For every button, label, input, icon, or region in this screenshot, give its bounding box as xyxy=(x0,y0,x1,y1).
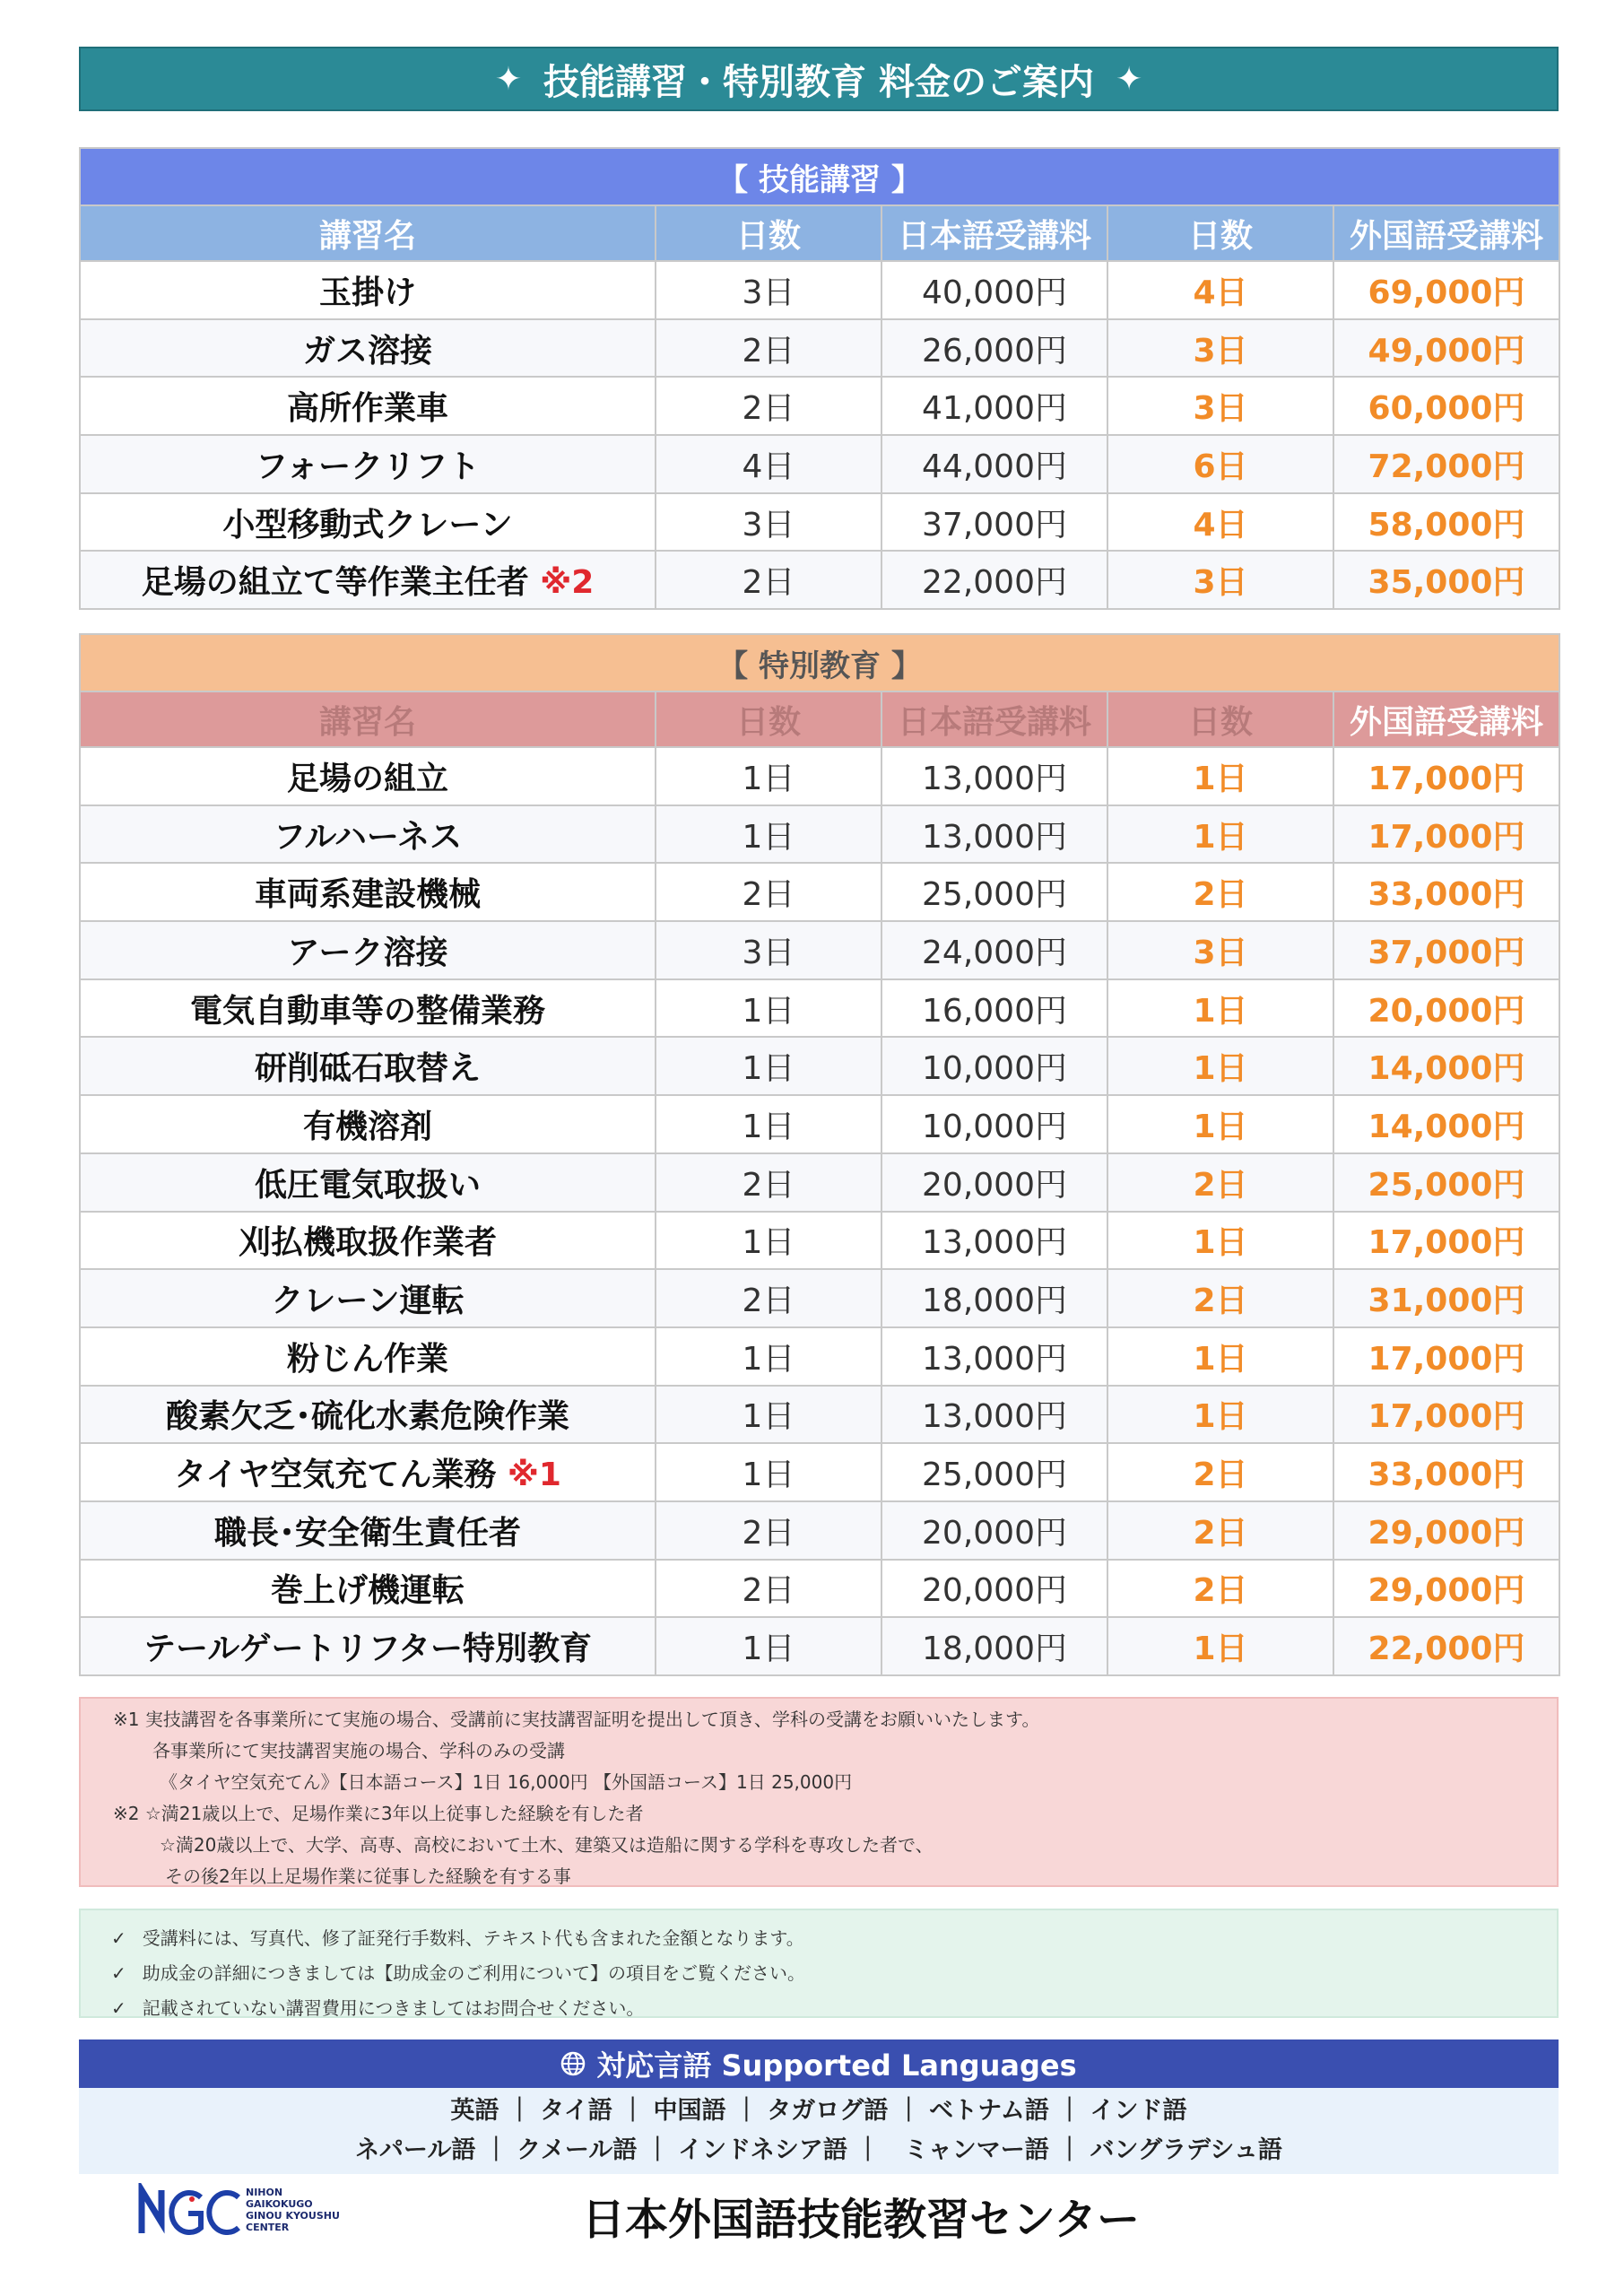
days-cell: 1日 xyxy=(656,1095,881,1153)
jp-fee-cell: 40,000円 xyxy=(881,261,1107,319)
page-title: 技能講習・特別教育 料金のご案内 xyxy=(543,61,1094,103)
column-header-days: 日数 xyxy=(656,691,881,747)
fl-fee-cell: 14,000円 xyxy=(1333,1037,1559,1095)
info-notes-box xyxy=(79,1909,1559,2018)
table-row xyxy=(80,1501,1559,1560)
table-row xyxy=(80,1327,1559,1386)
table-row xyxy=(80,493,1559,552)
info-note: ✓ 受講料には、写真代、修了証発行手数料、テキスト代も含まれた金額となります。 xyxy=(111,1927,804,1949)
fl-fee-cell: 37,000円 xyxy=(1333,921,1559,979)
table-row xyxy=(80,1153,1559,1212)
column-header-fl-fee: 外国語受講料 xyxy=(1333,691,1559,747)
jp-fee-cell: 18,000円 xyxy=(881,1269,1107,1327)
special-education-table xyxy=(79,633,1560,1676)
globe-icon xyxy=(560,2051,586,2076)
course-name: フォークリフト xyxy=(80,435,656,493)
course-name: 刈払機取扱作業者 xyxy=(80,1212,656,1270)
jp-fee-cell: 26,000円 xyxy=(881,319,1107,378)
fl-days-cell: 2日 xyxy=(1107,1443,1333,1501)
fl-fee-cell: 29,000円 xyxy=(1333,1560,1559,1618)
course-name: 足場の組立 xyxy=(80,747,656,805)
course-name: 低圧電気取扱い xyxy=(80,1153,656,1212)
jp-fee-cell: 18,000円 xyxy=(881,1617,1107,1675)
column-header-jp-fee: 日本語受講料 xyxy=(881,691,1107,747)
course-name: アーク溶接 xyxy=(80,921,656,979)
fl-days-cell: 2日 xyxy=(1107,1269,1333,1327)
footnote-line: 各事業所にて実技講習実施の場合、学科のみの受講 xyxy=(152,1740,565,1761)
column-header-jp-fee: 日本語受講料 xyxy=(881,205,1107,261)
course-name: 電気自動車等の整備業務 xyxy=(80,979,656,1038)
jp-fee-cell: 13,000円 xyxy=(881,1327,1107,1386)
days-cell: 3日 xyxy=(656,493,881,552)
column-header-fl-fee: 外国語受講料 xyxy=(1333,205,1559,261)
days-cell: 1日 xyxy=(656,979,881,1038)
days-cell: 1日 xyxy=(656,1443,881,1501)
table-row xyxy=(80,1269,1559,1327)
column-header-days: 日数 xyxy=(656,205,881,261)
fl-days-cell: 3日 xyxy=(1107,551,1333,609)
fl-fee-cell: 17,000円 xyxy=(1333,1212,1559,1270)
footnotes-box xyxy=(79,1697,1559,1887)
days-cell: 1日 xyxy=(656,1212,881,1270)
course-name: 小型移動式クレーン xyxy=(80,493,656,552)
fl-fee-cell: 58,000円 xyxy=(1333,493,1559,552)
jp-fee-cell: 16,000円 xyxy=(881,979,1107,1038)
info-note: ✓ 助成金の詳細につきましては【助成金のご利用について】の項目をご覧ください。 xyxy=(111,1962,805,1984)
course-name: タイヤ空気充てん業務 ※1 xyxy=(80,1443,656,1501)
course-name: クレーン運転 xyxy=(80,1269,656,1327)
fl-days-cell: 1日 xyxy=(1107,1386,1333,1444)
days-cell: 1日 xyxy=(656,805,881,864)
course-name: テールゲートリフター特別教育 xyxy=(80,1617,656,1675)
page-title-bar xyxy=(79,47,1559,111)
fl-fee-cell: 17,000円 xyxy=(1333,747,1559,805)
days-cell: 2日 xyxy=(656,319,881,378)
jp-fee-cell: 37,000円 xyxy=(881,493,1107,552)
check-icon: ✓ xyxy=(111,1927,126,1949)
fl-fee-cell: 69,000円 xyxy=(1333,261,1559,319)
days-cell: 1日 xyxy=(656,747,881,805)
fl-days-cell: 1日 xyxy=(1107,979,1333,1038)
days-cell: 1日 xyxy=(656,1037,881,1095)
languages-list xyxy=(79,2088,1559,2174)
days-cell: 3日 xyxy=(656,261,881,319)
fl-fee-cell: 20,000円 xyxy=(1333,979,1559,1038)
days-cell: 1日 xyxy=(656,1617,881,1675)
table-row xyxy=(80,747,1559,805)
course-name: 玉掛け xyxy=(80,261,656,319)
course-name: 巻上げ機運転 xyxy=(80,1560,656,1618)
fl-days-cell: 1日 xyxy=(1107,1617,1333,1675)
fl-fee-cell: 22,000円 xyxy=(1333,1617,1559,1675)
jp-fee-cell: 13,000円 xyxy=(881,805,1107,864)
fl-fee-cell: 72,000円 xyxy=(1333,435,1559,493)
course-name: 高所作業車 xyxy=(80,377,656,435)
fl-days-cell: 4日 xyxy=(1107,261,1333,319)
languages-line: ネパール語 ｜ クメール語 ｜ インドネシア語 ｜ ミャンマー語 ｜ バングラデシュ語 xyxy=(355,2136,1282,2164)
column-header-name: 講習名 xyxy=(80,205,656,261)
table-row xyxy=(80,921,1559,979)
footnote-line: ※2 ☆満21歳以上で、足場作業に3年以上従事した経験を有した者 xyxy=(113,1803,644,1824)
jp-fee-cell: 13,000円 xyxy=(881,1386,1107,1444)
table-row xyxy=(80,551,1559,609)
fl-fee-cell: 31,000円 xyxy=(1333,1269,1559,1327)
fl-fee-cell: 49,000円 xyxy=(1333,319,1559,378)
days-cell: 2日 xyxy=(656,551,881,609)
footnote-marker: ※1 xyxy=(496,1457,561,1494)
days-cell: 2日 xyxy=(656,1153,881,1212)
table-row xyxy=(80,1443,1559,1501)
days-cell: 2日 xyxy=(656,1560,881,1618)
days-cell: 1日 xyxy=(656,1386,881,1444)
table-row xyxy=(80,1037,1559,1095)
fl-days-cell: 1日 xyxy=(1107,747,1333,805)
days-cell: 2日 xyxy=(656,377,881,435)
supported-languages-header xyxy=(79,2039,1559,2088)
fl-days-cell: 4日 xyxy=(1107,493,1333,552)
jp-fee-cell: 13,000円 xyxy=(881,747,1107,805)
languages-title: 対応言語 Supported Languages xyxy=(596,2048,1077,2083)
fl-fee-cell: 25,000円 xyxy=(1333,1153,1559,1212)
footnote-line: ☆満20歳以上で、大学、高専、高校において土木、建築又は造船に関する学科を専攻した者で、 xyxy=(160,1834,934,1856)
company-logo xyxy=(138,2183,371,2239)
column-header-name: 講習名 xyxy=(80,691,656,747)
days-cell: 3日 xyxy=(656,921,881,979)
fl-days-cell: 1日 xyxy=(1107,1212,1333,1270)
fl-fee-cell: 29,000円 xyxy=(1333,1501,1559,1560)
course-name: 有機溶剤 xyxy=(80,1095,656,1153)
check-icon: ✓ xyxy=(111,1997,126,2019)
table-row xyxy=(80,435,1559,493)
jp-fee-cell: 20,000円 xyxy=(881,1501,1107,1560)
jp-fee-cell: 13,000円 xyxy=(881,1212,1107,1270)
days-cell: 2日 xyxy=(656,1269,881,1327)
fl-fee-cell: 17,000円 xyxy=(1333,1386,1559,1444)
fl-fee-cell: 17,000円 xyxy=(1333,1327,1559,1386)
fl-days-cell: 2日 xyxy=(1107,1501,1333,1560)
fl-days-cell: 1日 xyxy=(1107,1095,1333,1153)
footnote-line: ※1 実技講習を各事業所にて実施の場合、受講前に実技講習証明を提出して頂き、学科の受講をお願いいたします。 xyxy=(113,1709,1040,1730)
languages-line: 英語 ｜ タイ語 ｜ 中国語 ｜ タガログ語 ｜ ベトナム語 ｜ インド語 xyxy=(450,2097,1187,2125)
jp-fee-cell: 22,000円 xyxy=(881,551,1107,609)
jp-fee-cell: 44,000円 xyxy=(881,435,1107,493)
check-icon: ✓ xyxy=(111,1962,126,1984)
course-name: 車両系建設機械 xyxy=(80,863,656,921)
fl-days-cell: 2日 xyxy=(1107,863,1333,921)
jp-fee-cell: 25,000円 xyxy=(881,863,1107,921)
table-row xyxy=(80,863,1559,921)
fl-days-cell: 3日 xyxy=(1107,377,1333,435)
ngc-logo-mark xyxy=(138,2183,244,2239)
column-header-fl-days: 日数 xyxy=(1107,205,1333,261)
fl-days-cell: 2日 xyxy=(1107,1560,1333,1618)
fl-fee-cell: 14,000円 xyxy=(1333,1095,1559,1153)
days-cell: 2日 xyxy=(656,863,881,921)
table-row xyxy=(80,979,1559,1038)
jp-fee-cell: 25,000円 xyxy=(881,1443,1107,1501)
footnote-marker: ※2 xyxy=(528,564,595,602)
fl-days-cell: 3日 xyxy=(1107,921,1333,979)
jp-fee-cell: 10,000円 xyxy=(881,1095,1107,1153)
section-header: 【 特別教育 】 xyxy=(80,634,1559,691)
fl-days-cell: 3日 xyxy=(1107,319,1333,378)
info-note: ✓ 記載されていない講習費用につきましてはお問合せください。 xyxy=(111,1997,645,2019)
sparkle-icon: ✦ xyxy=(494,60,523,98)
fl-days-cell: 1日 xyxy=(1107,1037,1333,1095)
course-name: 酸素欠乏･硫化水素危険作業 xyxy=(80,1386,656,1444)
jp-fee-cell: 10,000円 xyxy=(881,1037,1107,1095)
table-row xyxy=(80,805,1559,864)
table-row xyxy=(80,1617,1559,1675)
table-row xyxy=(80,1095,1559,1153)
table-row xyxy=(80,377,1559,435)
jp-fee-cell: 41,000円 xyxy=(881,377,1107,435)
table-row xyxy=(80,319,1559,378)
table-row xyxy=(80,261,1559,319)
course-name: 研削砥石取替え xyxy=(80,1037,656,1095)
course-name: 粉じん作業 xyxy=(80,1327,656,1386)
jp-fee-cell: 20,000円 xyxy=(881,1560,1107,1618)
jp-fee-cell: 24,000円 xyxy=(881,921,1107,979)
fl-fee-cell: 35,000円 xyxy=(1333,551,1559,609)
organization-name: 日本外国語技能教習センター xyxy=(581,2195,1141,2245)
course-name: 職長･安全衛生責任者 xyxy=(80,1501,656,1560)
footnote-line: 《タイヤ空気充てん》【日本語コース】1日 16,000円 【外国語コース】1日 25,000円 xyxy=(160,1771,853,1793)
fl-days-cell: 2日 xyxy=(1107,1153,1333,1212)
fl-fee-cell: 33,000円 xyxy=(1333,863,1559,921)
course-name: フルハーネス xyxy=(80,805,656,864)
fl-days-cell: 1日 xyxy=(1107,1327,1333,1386)
table-row xyxy=(80,1386,1559,1444)
table-row xyxy=(80,1560,1559,1618)
fl-fee-cell: 60,000円 xyxy=(1333,377,1559,435)
fl-days-cell: 6日 xyxy=(1107,435,1333,493)
course-name: ガス溶接 xyxy=(80,319,656,378)
fl-days-cell: 1日 xyxy=(1107,805,1333,864)
logo-wordmark: NIHON GAIKOKUGO GINOU KYOUSHU CENTER xyxy=(246,2187,340,2233)
days-cell: 1日 xyxy=(656,1327,881,1386)
section-header: 【 技能講習 】 xyxy=(80,148,1559,205)
jp-fee-cell: 20,000円 xyxy=(881,1153,1107,1212)
days-cell: 2日 xyxy=(656,1501,881,1560)
skill-course-table xyxy=(79,147,1560,610)
footnote-line: その後2年以上足場作業に従事した経験を有する事 xyxy=(165,1866,571,1887)
days-cell: 4日 xyxy=(656,435,881,493)
sparkle-icon: ✦ xyxy=(1115,60,1143,98)
fl-fee-cell: 33,000円 xyxy=(1333,1443,1559,1501)
column-header-fl-days: 日数 xyxy=(1107,691,1333,747)
table-row xyxy=(80,1212,1559,1270)
course-name: 足場の組立て等作業主任者 ※2 xyxy=(80,551,656,609)
fl-fee-cell: 17,000円 xyxy=(1333,805,1559,864)
